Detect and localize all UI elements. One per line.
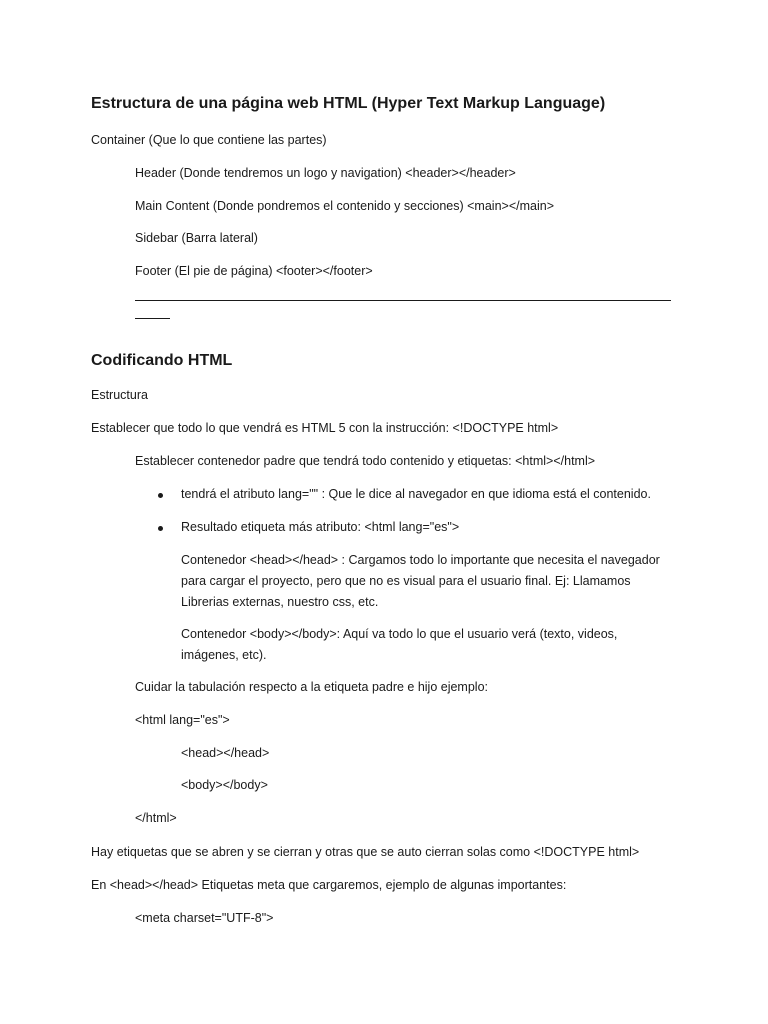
head-paragraph-line: Librerias externas, nuestro css, etc.	[181, 595, 379, 609]
meta-line: En <head></head> Etiquetas meta que cargaremos, ejemplo de algunas importantes:	[91, 878, 567, 892]
body-paragraph-line: imágenes, etc).	[181, 648, 267, 662]
bullet-item-lang: tendrá el atributo lang="" : Que le dice al navegador en que idioma está el contenido.	[181, 487, 651, 501]
self-closing-line: Hay etiquetas que se abren y se cierran y otras que se auto cierran solas como <!DOCTYPE html>	[91, 845, 640, 859]
document-title: Estructura de una página web HTML (Hyper Text Markup Language)	[91, 95, 606, 112]
body-paragraph-line: Contenedor <body></body>: Aquí va todo lo que el usuario verá (texto, videos,	[181, 627, 618, 641]
horizontal-rule	[135, 300, 671, 301]
structure-item-footer: Footer (El pie de página) <footer></footer>	[135, 264, 373, 278]
bullet-icon	[158, 493, 163, 498]
estructura-label: Estructura	[91, 388, 148, 402]
meta-charset-code: <meta charset="UTF-8">	[135, 911, 274, 925]
structure-item-sidebar: Sidebar (Barra lateral)	[135, 231, 258, 245]
container-line: Container (Que lo que contiene las partes)	[91, 133, 327, 147]
bullet-icon	[158, 526, 163, 531]
head-paragraph-line: Contenedor <head></head> : Cargamos todo lo importante que necesita el navegador	[181, 553, 660, 567]
code-body: <body></body>	[181, 778, 268, 792]
code-html-open: <html lang="es">	[135, 713, 230, 727]
bullet-item-result: Resultado etiqueta más atributo: <html lang="es">	[181, 520, 460, 534]
head-paragraph-line: para cargar el proyecto, pero que no es visual para el usuario final. Ej: Llamamos	[181, 574, 631, 588]
container-instruction: Establecer contenedor padre que tendrá todo contenido y etiquetas: <html></html>	[135, 454, 596, 468]
doctype-line: Establecer que todo lo que vendrá es HTML 5 con la instrucción: <!DOCTYPE html>	[91, 421, 559, 435]
structure-item-header: Header (Donde tendremos un logo y navigation) <header></header>	[135, 166, 516, 180]
code-head: <head></head>	[181, 746, 270, 760]
horizontal-rule-continuation	[135, 318, 170, 319]
section-title: Codificando HTML	[91, 352, 233, 369]
tabulation-line: Cuidar la tabulación respecto a la etiqueta padre e hijo ejemplo:	[135, 680, 489, 694]
code-html-close: </html>	[135, 811, 177, 825]
structure-item-main: Main Content (Donde pondremos el contenido y secciones) <main></main>	[135, 199, 554, 213]
